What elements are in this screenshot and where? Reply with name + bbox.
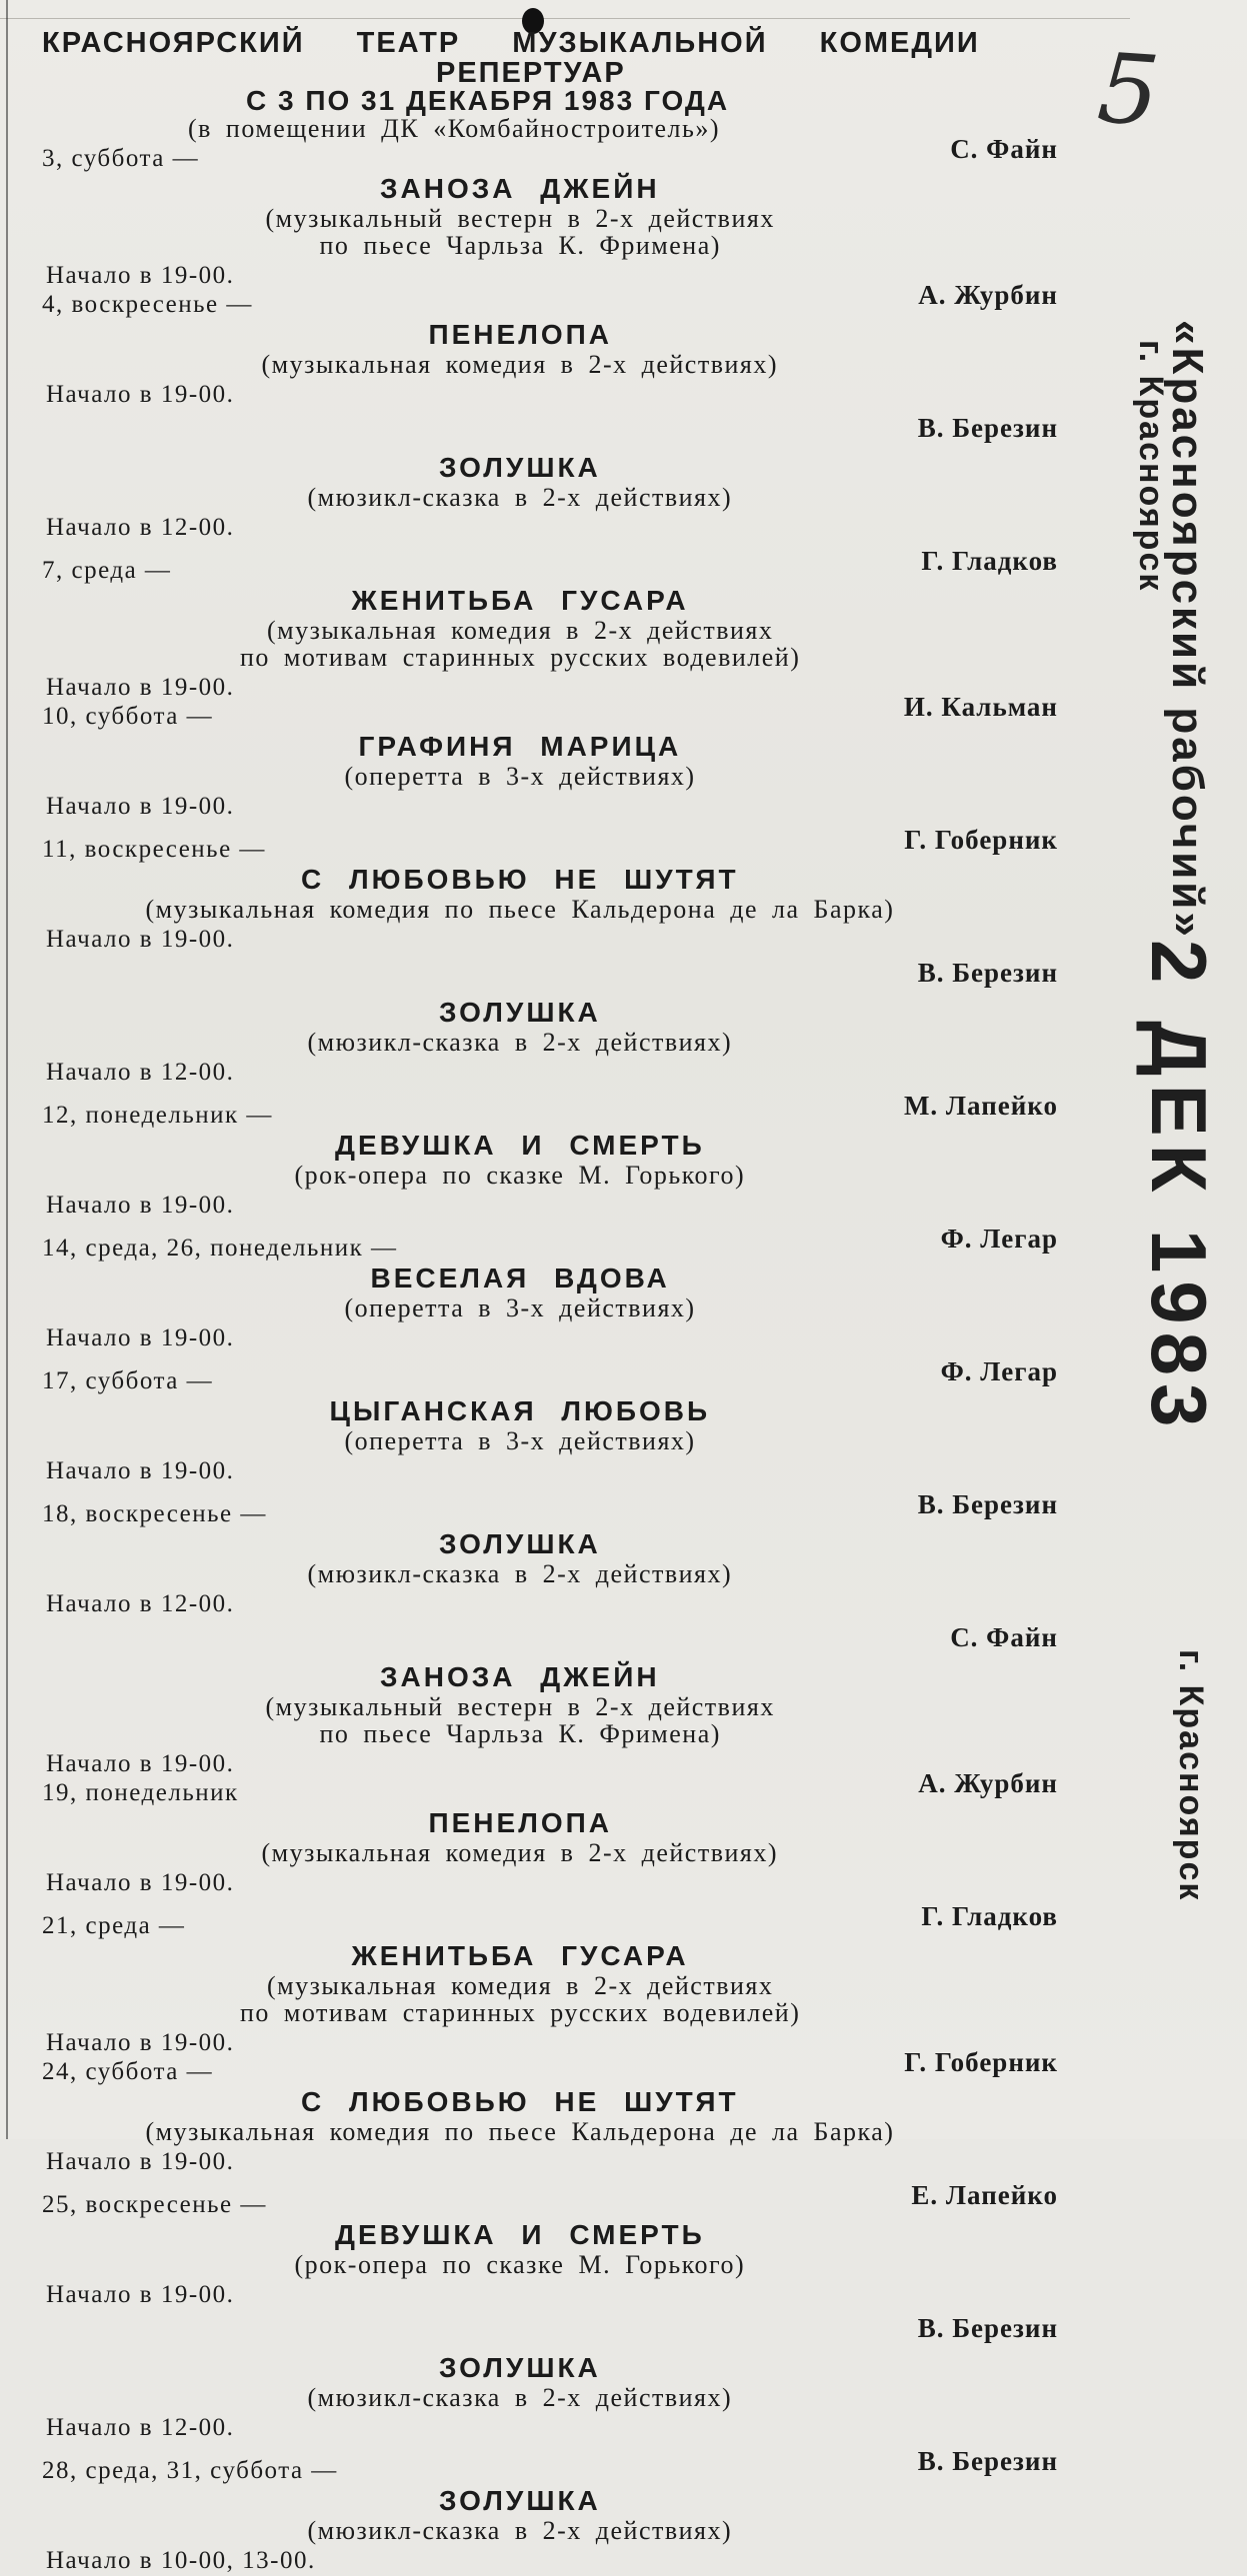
performance-title: ЗОЛУШКА: [439, 1528, 601, 1559]
performance-description: (музыкальный вестерн в 2-х действиях: [265, 204, 775, 233]
performance-title: С ЛЮБОВЬЮ НЕ ШУТЯТ: [301, 864, 739, 895]
performance-title: ЗОЛУШКА: [439, 997, 601, 1028]
performance-title: ЖЕНИТЬБА ГУСАРА: [351, 585, 689, 616]
composer-name: А. Журбин: [918, 280, 1058, 310]
performance-description: (оперетта в 3-х действиях): [344, 1293, 696, 1322]
start-time: Начало в 12-00.: [46, 1590, 235, 1617]
performance-description: по мотивам старинных русских водевилей): [240, 1998, 801, 2027]
performance-description: (музыкальная комедия в 2-х действиях: [267, 616, 774, 645]
composer-name: Ф. Легар: [940, 1224, 1058, 1254]
performance-title: ПЕНЕЛОПА: [428, 319, 612, 350]
performance-title: ГРАФИНЯ МАРИЦА: [358, 731, 682, 762]
performance-date: 18, воскресенье —: [42, 1500, 267, 1527]
performance-description: (мюзикл-сказка в 2-х действиях): [307, 483, 733, 512]
composer-name: В. Березин: [917, 2313, 1058, 2343]
start-time: Начало в 19-00.: [46, 793, 235, 820]
performance-title: ЗОЛУШКА: [439, 2352, 601, 2383]
performance-description: (рок-опера по сказке М. Горького): [294, 2250, 746, 2279]
performance-date: 4, воскресенье —: [42, 291, 253, 318]
performance-description: (мюзикл-сказка в 2-х действиях): [307, 2383, 733, 2412]
venue-line: (в помещении ДК «Комбайностроитель»): [188, 114, 721, 143]
performance-title: ЗОЛУШКА: [439, 2485, 601, 2516]
performance-description: (мюзикл-сказка в 2-х действиях): [307, 1028, 733, 1057]
performance-date: 3, суббота —: [42, 145, 200, 172]
composer-name: Е. Лапейко: [911, 2180, 1058, 2210]
performance-description: по пьесе Чарльза К. Фримена): [319, 231, 721, 260]
performance-date: 10, суббота —: [42, 703, 214, 730]
theatre-name: КРАСНОЯРСКИЙ ТЕАТР МУЗЫКАЛЬНОЙ КОМЕДИИ: [42, 27, 980, 59]
performance-date: 14, среда, 26, понедельник —: [42, 1235, 398, 1262]
performance-date: 24, суббота —: [42, 2058, 214, 2085]
composer-name: Г. Гладков: [921, 1901, 1058, 1931]
performance-date: 19, понедельник: [42, 1779, 239, 1806]
performance-description: (оперетта в 3-х действиях): [344, 1426, 696, 1455]
performance-description: (мюзикл-сказка в 2-х действиях): [307, 1559, 733, 1588]
composer-name: Ф. Легар: [940, 1356, 1058, 1386]
clipping-edge: [6, 0, 8, 2139]
composer-name: В. Березин: [917, 1489, 1058, 1519]
start-time: Начало в 19-00.: [46, 1869, 235, 1896]
start-time: Начало в 12-00.: [46, 514, 235, 541]
performance-title: ПЕНЕЛОПА: [428, 1807, 612, 1838]
performance-title: ЗАНОЗА ДЖЕЙН: [380, 1661, 660, 1692]
performance-date: 21, среда —: [42, 1912, 186, 1939]
performance-title: ДЕВУШКА И СМЕРТЬ: [335, 1130, 705, 1161]
performance-date: 7, среда —: [42, 557, 172, 584]
performance-description: (музыкальный вестерн в 2-х действиях: [265, 1692, 775, 1721]
performance-date: 17, суббота —: [42, 1367, 214, 1394]
newspaper-name: «Красноярский рабочий»: [1163, 320, 1212, 940]
performance-title: ДЕВУШКА И СМЕРТЬ: [335, 2219, 705, 2250]
start-time: Начало в 19-00.: [46, 1457, 235, 1484]
performance-description: (музыкальная комедия в 2-х действиях): [261, 1838, 778, 1867]
composer-name: И. Кальман: [903, 692, 1058, 722]
performance-description: (рок-опера по сказке М. Горького): [294, 1161, 746, 1190]
start-time: Начало в 19-00.: [46, 2029, 235, 2056]
start-time: Начало в 19-00.: [46, 381, 235, 408]
performance-description: (оперетта в 3-х действиях): [344, 762, 696, 791]
start-time: Начало в 19-00.: [46, 1192, 235, 1219]
composer-name: М. Лапейко: [903, 1091, 1058, 1121]
start-time: Начало в 19-00.: [46, 926, 235, 953]
handwritten-page-number: 5: [1094, 32, 1163, 148]
performance-description: (музыкальная комедия по пьесе Кальдерона де ла Барка): [145, 2117, 895, 2146]
performance-title: С ЛЮБОВЬЮ НЕ ШУТЯТ: [301, 2086, 739, 2117]
start-time: Начало в 19-00.: [46, 262, 235, 289]
performance-date: 28, среда, 31, суббота —: [42, 2457, 338, 2484]
composer-name: В. Березин: [917, 958, 1058, 988]
composer-name: Г. Гоберник: [904, 825, 1058, 855]
performance-date: 11, воскресенье —: [42, 836, 266, 863]
performance-title: ВЕСЕЛАЯ ВДОВА: [370, 1263, 670, 1293]
repertoire-heading: РЕПЕРТУАР: [436, 57, 626, 89]
performance-description: (мюзикл-сказка в 2-х действиях): [307, 2516, 733, 2545]
start-time: Начало в 10-00, 13-00.: [46, 2547, 316, 2574]
performance-description: (музыкальная комедия в 2-х действиях: [267, 1971, 774, 2000]
performance-date: 12, понедельник —: [42, 1102, 273, 1129]
start-time: Начало в 19-00.: [46, 1750, 235, 1777]
performance-description: (музыкальная комедия в 2-х действиях): [261, 350, 778, 379]
start-time: Начало в 19-00.: [46, 2281, 235, 2308]
period-heading: С 3 ПО 31 ДЕКАБРЯ 1983 ГОДА: [246, 85, 730, 116]
composer-name: С. Файн: [950, 134, 1058, 164]
performance-description: по мотивам старинных русских водевилей): [240, 643, 801, 672]
start-time: Начало в 19-00.: [46, 2148, 235, 2175]
composer-name: Г. Гладков: [921, 546, 1058, 576]
performance-date: 25, воскресенье —: [42, 2191, 267, 2218]
library-stamp: г. Красноярск: [1172, 1649, 1210, 1902]
start-time: Начало в 12-00.: [46, 2414, 235, 2441]
performance-title: ЗАНОЗА ДЖЕЙН: [380, 173, 660, 204]
torn-top-strip: [0, 0, 1130, 19]
performance-title: ЦЫГАНСКАЯ ЛЮБОВЬ: [329, 1395, 711, 1426]
performance-description: (музыкальная комедия по пьесе Кальдерона де ла Барка): [145, 895, 895, 924]
start-time: Начало в 19-00.: [46, 674, 235, 701]
newspaper-sidebar: [1120, 320, 1240, 1902]
start-time: Начало в 12-00.: [46, 1059, 235, 1086]
newspaper-city: г. Красноярск: [1132, 340, 1170, 593]
composer-name: В. Березин: [917, 2446, 1058, 2476]
performance-description: по пьесе Чарльза К. Фримена): [319, 1719, 721, 1748]
performance-title: ЖЕНИТЬБА ГУСАРА: [351, 1940, 689, 1971]
date-stamp: 2 ДЕК 1983: [1135, 940, 1223, 1435]
composer-name: Г. Гоберник: [904, 2047, 1058, 2077]
composer-name: С. Файн: [950, 1622, 1058, 1652]
start-time: Начало в 19-00.: [46, 1324, 235, 1351]
composer-name: А. Журбин: [918, 1768, 1058, 1798]
performance-title: ЗОЛУШКА: [439, 452, 601, 483]
composer-name: В. Березин: [917, 413, 1058, 443]
